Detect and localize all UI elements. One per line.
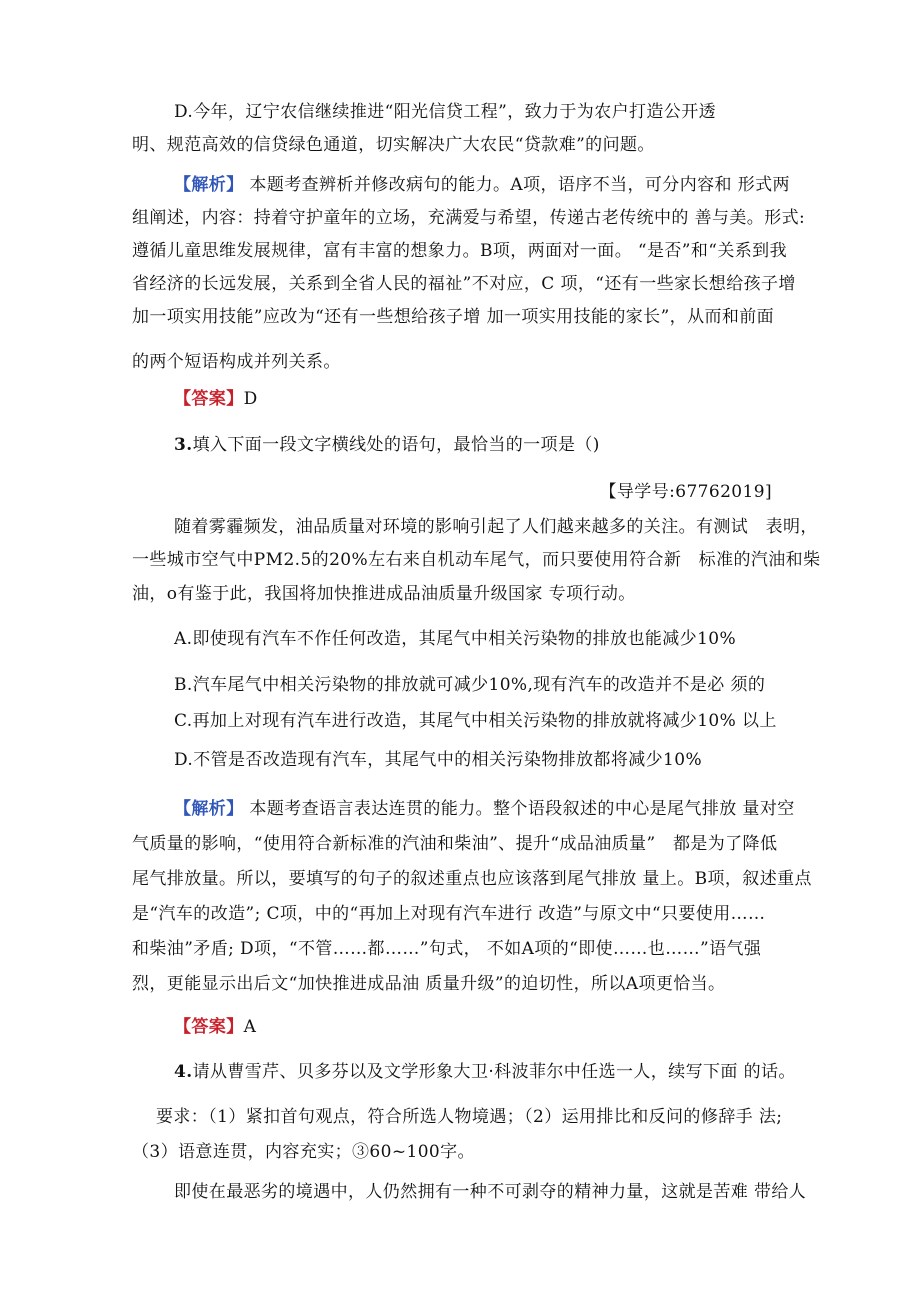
analysis-tag: 【解析】 [174, 799, 244, 819]
question-number: 3. [174, 435, 193, 455]
option-d: D.不管是否改造现有汽车，其尾气中的相关污染物排放都将减少10% [174, 750, 703, 770]
question-text: 请从曹雪芹、贝多芬以及文学形象大卫·科波菲尔中任选一人，续写下面 的话。 [192, 1062, 796, 1082]
answer-value: A [243, 1017, 257, 1037]
analysis-tag: 【解析】 [174, 175, 244, 195]
answer-tag: 【答案】 [174, 389, 244, 409]
analysis-line-5: 加一项实用技能”应改为“还有一些想给孩子增 加一项实用技能的家长”，从而和前面 [132, 307, 775, 327]
question-4 [174, 1060, 834, 1084]
option-c: C.再加上对现有汽车进行改造，其尾气中相关污染物的排放就将减少10% 以上 [174, 711, 777, 731]
analysis-line-4: 省经济的长远发展，关系到全省人民的福祉”不对应，C 项，“还有一些家长想给孩子增 [132, 274, 796, 294]
answer-line-2 [174, 1015, 834, 1039]
analysis-line-3: 遵循儿童思维发展规律，富有丰富的想象力。B项，两面对一面。 “是否”和“关系到我 [132, 241, 787, 261]
option-a: A.即使现有汽车不作任何改造，其尾气中相关污染物的排放也能减少10% [174, 629, 737, 649]
answer-tag: 【答案】 [174, 1017, 244, 1037]
answer-value: D [243, 389, 258, 409]
analysis2-line-2: 气质量的影响，“使用符合新标准的汽油和柴油”、提升“成品油质量” 都是为了降低 [132, 834, 778, 854]
analysis-line-6: 的两个短语构成并列关系。 [132, 352, 341, 372]
analysis2-line-5: 和柴油”矛盾; D项，“不管……都……”句式， 不如A项的“即使……也……”语气强 [132, 939, 762, 959]
answer-line-1 [174, 387, 834, 411]
passage-line-1: 随着雾霾频发，油品质量对环境的影响引起了人们越来越多的关注。有测试 表明， [174, 517, 818, 537]
analysis2-line-4: 是“汽车的改造”; C项，中的“再加上对现有汽车进行 改造”与原文中“只要使用…… [132, 904, 766, 924]
question-text: 填入下面一段文字横线处的语句，最恰当的一项是（) [192, 435, 600, 455]
question-3 [174, 433, 834, 457]
continuation-line: 即使在最恶劣的境遇中，人仍然拥有一种不可剥夺的精神力量，这就是苦难 带给人 [174, 1182, 807, 1202]
analysis2-line-3: 尾气排放量。所以，要填写的句子的叙述重点也应该落到尾气排放 量上。B项，叙述重点 [132, 869, 812, 889]
analysis2-line-6: 烈，更能显示出后文“加快推进成品油 质量升级”的迫切性，所以A项更恰当。 [132, 974, 726, 994]
analysis-text: 本题考查辨析并修改病句的能力。A项，语序不当，可分内容和 形式两 [249, 175, 790, 195]
analysis-line-2: 组阐述，内容：持着守护童年的立场，充满爱与希望，传递古老传统中的 善与美。形式: [132, 208, 806, 228]
analysis-paragraph-1 [174, 173, 834, 197]
question-number: 4. [174, 1062, 193, 1082]
requirement-line-1: 要求：（1）紧扣首句观点，符合所选人物境遇；（2）运用排比和反问的修辞手 法; [156, 1107, 783, 1127]
passage-line-3: 油，o有鉴于此，我国将加快推进成品油质量升级国家 专项行动。 [132, 584, 636, 604]
option-d-line-1: D.今年，辽宁农信继续推进“阳光信贷工程”，致力于为农户打造公开透 [174, 102, 717, 122]
passage-line-2: 一些城市空气中PM2.5的20%左右来自机动车尾气，而只要使用符合新 标准的汽油和柴 [132, 550, 821, 570]
analysis-text: 本题考查语言表达连贯的能力。整个语段叙述的中心是尾气排放 量对空 [249, 799, 795, 819]
analysis-paragraph-2 [174, 797, 834, 821]
guide-number: 【导学号:67762019] [599, 482, 772, 502]
requirement-line-2: （3）语意连贯，内容充实；③60~100字。 [132, 1142, 475, 1162]
option-b: B.汽车尾气中相关污染物的排放就可减少10%,现有汽车的改造并不是必 须的 [174, 675, 766, 695]
option-d-line-2: 明、规范高效的信贷绿色通道，切实解决广大农民“贷款难”的问题。 [132, 135, 655, 155]
